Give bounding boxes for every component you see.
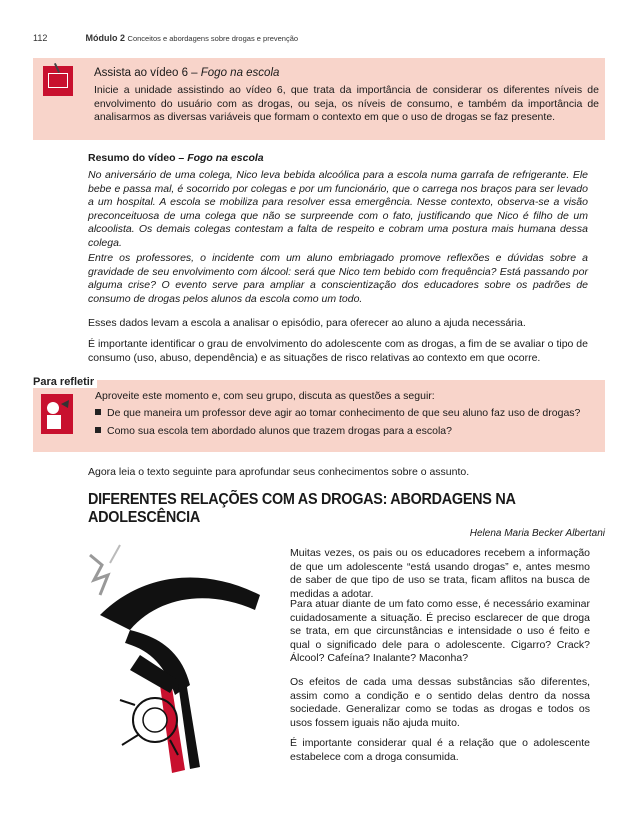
thinking-person-icon xyxy=(41,394,73,434)
breakdancer-illustration xyxy=(60,535,275,785)
article-title: DIFERENTES RELAÇÕES COM AS DROGAS: ABORDAGENS NA ADOLESCÊNCIA xyxy=(88,491,516,526)
video-title: Assista ao vídeo 6 – Fogo na escola xyxy=(94,67,280,79)
article-paragraph-2: Para atuar diante de um fato como esse, é necessário examinar cuidadosamente a situação. É preciso esclarecer de que droga se trata, em que circunstâncias e intensidade o uso é feito e qual o significado dele para o adolescente. Cigarro? Crack? Álcool? Cafeína? Inalante? Maconha? xyxy=(290,598,590,664)
article-paragraph-3: Os efeitos de cada uma dessas substâncias são diferentes, assim como a condição e o sentido delas dentro da nossa sociedade. Generalizar como se todas as drogas e todos os usos fossem iguais não ajuda muito. xyxy=(290,676,590,729)
reflect-label: Para refletir xyxy=(30,376,97,388)
article-paragraph-4: É importante considerar qual é a relação que o adolescente estabelece com a droga consumida. xyxy=(290,737,590,763)
page-number: 112 xyxy=(33,33,48,43)
tv-icon xyxy=(43,66,73,96)
list-item: Como sua escola tem abordado alunos que trazem drogas para a escola? xyxy=(95,422,580,440)
summary-paragraph-3: Esses dados levam a escola a analisar o episódio, para oferecer ao aluno a ajuda necessária. xyxy=(88,317,526,329)
reflect-questions xyxy=(95,404,580,440)
page-header xyxy=(33,33,298,43)
module-label: Módulo 2 xyxy=(85,33,126,43)
video-box xyxy=(33,58,605,140)
reflect-intro: Aproveite este momento e, com seu grupo, discuta as questões a seguir: xyxy=(95,390,435,402)
intro-line: Agora leia o texto seguinte para aprofundar seus conhecimentos sobre o assunto. xyxy=(88,466,470,478)
module-subtitle: Conceitos e abordagens sobre drogas e prevenção xyxy=(127,34,299,43)
summary-heading: Resumo do vídeo – Fogo na escola xyxy=(88,152,264,164)
summary-paragraph-4: É importante identificar o grau de envolvimento do adolescente com as drogas, a fim de se avaliar o tipo de consumo (uso, abuso, dependência) e as situações de risco relativas ao contexto em que ocorre. xyxy=(88,338,588,364)
list-item: De que maneira um professor deve agir ao tomar conhecimento de que seu aluno faz uso de drogas? xyxy=(95,404,580,422)
article-paragraph-1: Muitas vezes, os pais ou os educadores recebem a informação de que um adolescente “está usando drogas” e, antes mesmo de saber de que tipo de uso se trata, ficam aflitos na busca de medidas a adotar. xyxy=(290,547,590,600)
video-text: Inicie a unidade assistindo ao vídeo 6, que trata da importância de considerar os diferentes níveis de envolvimento do usuário com as drogas, ou seja, os níveis de consumo, e também da importância de analisarmos as diversas variáveis que formam o contexto em que o uso de drogas se faz presente. xyxy=(94,84,599,123)
article-author: Helena Maria Becker Albertani xyxy=(469,528,605,539)
summary-paragraph-1: No aniversário de uma colega, Nico leva bebida alcoólica para a escola numa garrafa de refrigerante. Ele bebe e passa mal, é socorrido por colegas e por um funcionário, que o carrega nos braços para ser levado a um hospital. A escola se mobiliza para resolver essa emergência. Nesse contexto, observa-se a visão preconceituosa de uma colega que não se surpreende com o fato, justificando que Nico é filho de um alcoolista. Os demais colegas contestam a falta de respeito e cobram uma postura mais humana dessa colega. xyxy=(88,169,588,249)
reflect-box xyxy=(33,376,605,452)
summary-paragraph-2: Entre os professores, o incidente com um aluno embriagado promove reflexões e dúvidas sobre a gravidade de seu envolvimento com álcool: será que Nico tem bebido com frequência? Está passando por alguma crise? O evento serve para ampliar a conscientização dos educadores sobre os padrões de consumo de drogas pelos alunos da escola como um todo. xyxy=(88,252,588,305)
